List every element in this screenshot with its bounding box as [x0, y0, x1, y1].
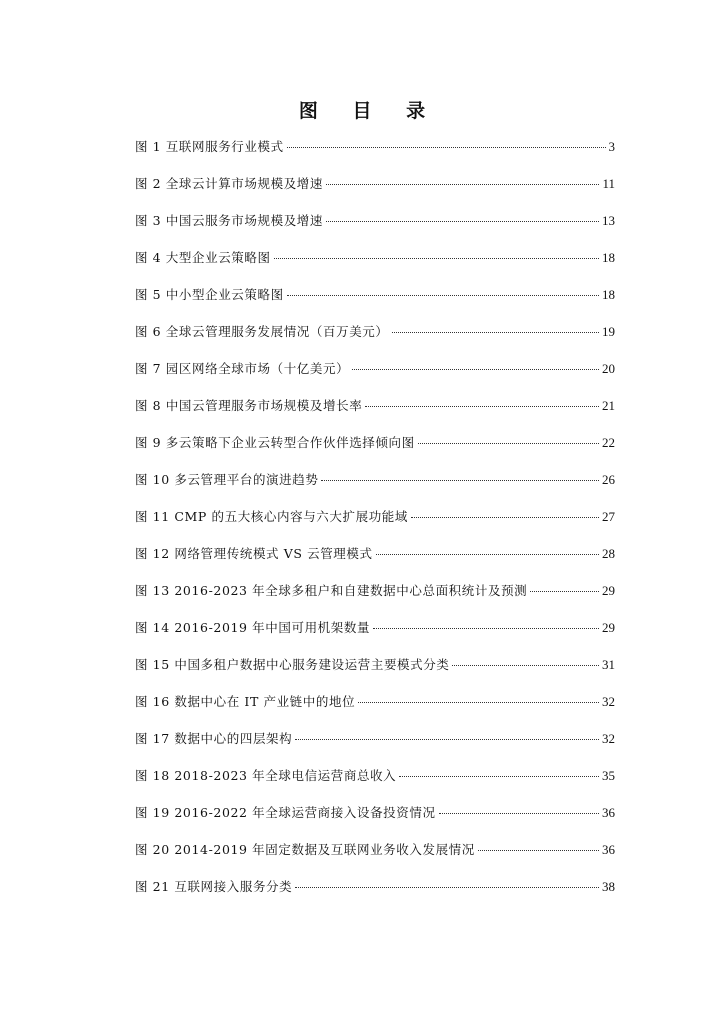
toc-entry[interactable] — [135, 360, 615, 397]
toc-entry-label: 图 21 互联网接入服务分类 — [135, 879, 293, 894]
toc-entry-page: 29 — [602, 583, 615, 598]
dot-leader — [352, 369, 599, 370]
toc-entry[interactable] — [135, 730, 615, 767]
toc-entry[interactable] — [135, 434, 615, 471]
toc-entry[interactable] — [135, 582, 615, 619]
toc-entry[interactable] — [135, 323, 615, 360]
toc-entry-page: 38 — [602, 879, 615, 894]
toc-entry-page: 20 — [602, 361, 615, 376]
dot-leader — [376, 554, 599, 555]
toc-entry-page: 36 — [602, 842, 615, 857]
toc-entry[interactable] — [135, 804, 615, 841]
toc-entry-label: 图 11 CMP 的五大核心内容与六大扩展功能域 — [135, 509, 409, 524]
toc-entry-label: 图 4 大型企业云策略图 — [135, 250, 271, 265]
toc-entry-label: 图 17 数据中心的四层架构 — [135, 731, 293, 746]
dot-leader — [295, 739, 599, 740]
toc-entry-page: 11 — [602, 176, 615, 191]
dot-leader — [295, 887, 599, 888]
dot-leader — [287, 295, 599, 296]
dot-leader — [274, 258, 599, 259]
toc-entry-label: 图 14 2016-2019 年中国可用机架数量 — [135, 620, 371, 635]
toc-entry-label: 图 6 全球云管理服务发展情况（百万美元） — [135, 324, 389, 339]
toc-entry-page: 32 — [602, 694, 615, 709]
toc-entry[interactable] — [135, 138, 615, 175]
toc-entry-label: 图 12 网络管理传统模式 VS 云管理模式 — [135, 546, 373, 561]
dot-leader — [399, 776, 599, 777]
toc-entry-page: 13 — [602, 213, 615, 228]
toc-entry-page: 36 — [602, 805, 615, 820]
figure-table-of-contents — [135, 138, 615, 915]
toc-entry[interactable] — [135, 656, 615, 693]
toc-entry-label: 图 10 多云管理平台的演进趋势 — [135, 472, 319, 487]
toc-entry[interactable] — [135, 471, 615, 508]
toc-entry-page: 22 — [602, 435, 615, 450]
toc-entry-page: 3 — [608, 139, 615, 154]
toc-entry-label: 图 19 2016-2022 年全球运营商接入设备投资情况 — [135, 805, 436, 820]
toc-entry-page: 21 — [602, 398, 615, 413]
dot-leader — [530, 591, 599, 592]
dot-leader — [411, 517, 599, 518]
dot-leader — [358, 702, 599, 703]
toc-entry[interactable] — [135, 619, 615, 656]
dot-leader — [365, 406, 599, 407]
toc-entry[interactable] — [135, 545, 615, 582]
toc-entry-page: 18 — [602, 287, 615, 302]
toc-entry-page: 19 — [602, 324, 615, 339]
toc-entry[interactable] — [135, 249, 615, 286]
toc-entry-label: 图 16 数据中心在 IT 产业链中的地位 — [135, 694, 356, 709]
toc-entry-page: 28 — [602, 546, 615, 561]
toc-entry[interactable] — [135, 508, 615, 545]
toc-entry[interactable] — [135, 286, 615, 323]
toc-entry-label: 图 3 中国云服务市场规模及增速 — [135, 213, 324, 228]
toc-entry[interactable] — [135, 878, 615, 915]
toc-entry-label: 图 15 中国多租户数据中心服务建设运营主要模式分类 — [135, 657, 450, 672]
toc-entry-page: 27 — [602, 509, 615, 524]
toc-entry-page: 18 — [602, 250, 615, 265]
toc-entry[interactable] — [135, 212, 615, 249]
toc-entry-label: 图 20 2014-2019 年固定数据及互联网业务收入发展情况 — [135, 842, 475, 857]
toc-entry-page: 35 — [602, 768, 615, 783]
toc-entry-label: 图 7 园区网络全球市场（十亿美元） — [135, 361, 350, 376]
toc-entry-label: 图 13 2016-2023 年全球多租户和自建数据中心总面积统计及预测 — [135, 583, 528, 598]
toc-entry-label: 图 2 全球云计算市场规模及增速 — [135, 176, 324, 191]
dot-leader — [321, 480, 599, 481]
dot-leader — [392, 332, 599, 333]
dot-leader — [287, 147, 606, 148]
dot-leader — [373, 628, 599, 629]
dot-leader — [326, 221, 599, 222]
toc-entry[interactable] — [135, 693, 615, 730]
toc-entry-label: 图 8 中国云管理服务市场规模及增长率 — [135, 398, 363, 413]
toc-entry-page: 32 — [602, 731, 615, 746]
dot-leader — [439, 813, 599, 814]
toc-entry-label: 图 18 2018-2023 年全球电信运营商总收入 — [135, 768, 397, 783]
page-title: 图 目 录 — [298, 100, 440, 122]
toc-entry-page: 26 — [602, 472, 615, 487]
dot-leader — [452, 665, 599, 666]
toc-entry-label: 图 9 多云策略下企业云转型合作伙伴选择倾向图 — [135, 435, 415, 450]
toc-entry[interactable] — [135, 767, 615, 804]
toc-entry-label: 图 5 中小型企业云策略图 — [135, 287, 284, 302]
dot-leader — [418, 443, 599, 444]
toc-entry-label: 图 1 互联网服务行业模式 — [135, 139, 284, 154]
toc-entry-page: 31 — [602, 657, 615, 672]
toc-entry[interactable] — [135, 397, 615, 434]
toc-entry[interactable] — [135, 841, 615, 878]
dot-leader — [326, 184, 599, 185]
toc-entry[interactable] — [135, 175, 615, 212]
dot-leader — [478, 850, 599, 851]
toc-entry-page: 29 — [602, 620, 615, 635]
